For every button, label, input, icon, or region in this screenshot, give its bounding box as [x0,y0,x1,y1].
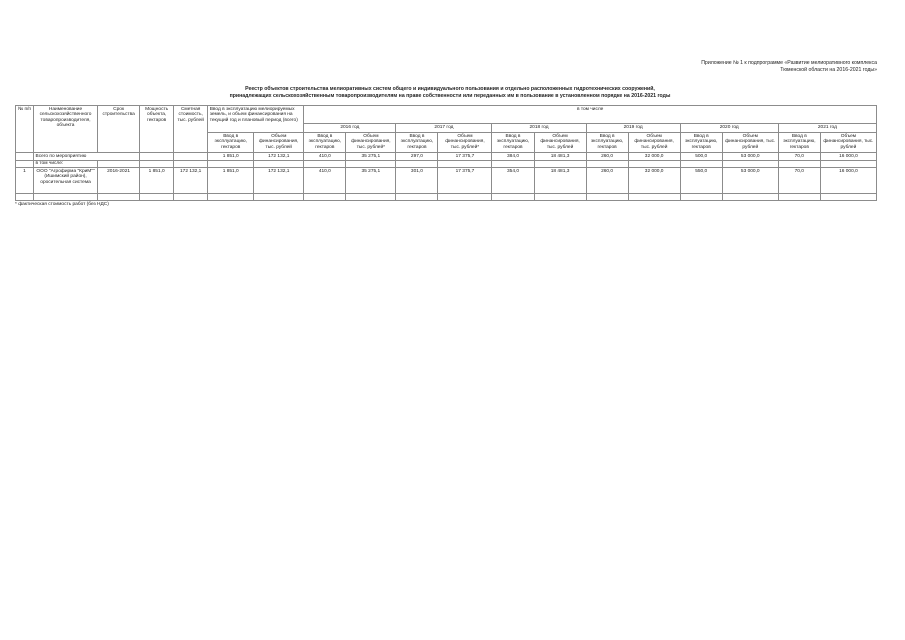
total-volume: 172 132,1 [254,153,304,161]
subheader-total-volume: Объем финансирования, тыс. рублей [254,133,304,153]
total-num [16,153,34,161]
including-num [16,160,34,168]
header-year-2020: 2020 год [680,124,778,133]
total-cost [174,153,208,161]
total-2020-input: 500,0 [680,153,722,161]
subheader-2017-input: Ввод в эксплуатацию, гектаров [396,133,438,153]
total-2017-volume: 17 375,7 [438,153,492,161]
object-2017-input: 301,0 [396,168,438,194]
total-label: Всего по мероприятию [34,153,140,161]
total-2021-input: 70,0 [778,153,820,161]
appendix-note [617,60,877,74]
object-cost: 172 132,1 [174,168,208,194]
subheader-2021-volume: Объем финансирования, тыс. рублей [820,133,876,153]
object-2020-input: 550,0 [680,168,722,194]
header-year-2016: 2016 год [304,124,396,133]
header-capacity: Мощность объекта, гектаров [140,106,174,153]
total-2016-volume: 35 275,1 [346,153,396,161]
header-including: в том числе [304,106,877,124]
appendix-line-2: Тюменской области на 2016-2021 годы» [780,67,877,73]
subheader-2016-input: Ввод в эксплуатацию, гектаров [304,133,346,153]
header-cost: Сметная стоимость, тыс. рублей [174,106,208,153]
total-2018-volume: 18 481,3 [534,153,586,161]
header-year-2018: 2018 год [492,124,586,133]
header-commissioning-total: Ввод в эксплуатацию мелиорируемых земель, и объем финансирования на текущий год и плановый период (всего) [208,106,304,133]
total-input: 1 851,0 [208,153,254,161]
subheader-2020-volume: Объем финансирования, тыс. рублей [722,133,778,153]
object-2019-input: 260,0 [586,168,628,194]
document-title [100,86,800,99]
total-2019-input: 260,0 [586,153,628,161]
object-2016-volume: 35 275,1 [346,168,396,194]
object-2021-input: 70,0 [778,168,820,194]
total-2018-input: 384,0 [492,153,534,161]
total-2016-input: 410,0 [304,153,346,161]
object-2017-volume: 17 375,7 [438,168,492,194]
total-capacity [140,153,174,161]
registry-table [15,105,877,201]
total-2019-volume: 32 000,0 [628,153,680,161]
title-line-1: Реестр объектов строительства мелиоративных систем общего и индивидуального пользования и отдельно расположенных гидротехнических сооружений, [245,86,655,92]
object-row [16,168,877,194]
header-name: Наименование сельскохозяйственного товаропроизводителя, объекта [34,106,98,153]
footnote: * фактическая стоимость работ (без НДС) [15,202,109,207]
title-line-2: принадлежащих сельскохозяйственным товаропроизводителям на праве собственности или переданных им в пользование в установленном порядке на 2016-2021 годы [229,92,671,99]
object-2016-input: 410,0 [304,168,346,194]
subheader-2018-volume: Объем финансирования, тыс. рублей [534,133,586,153]
header-year-2021: 2021 год [778,124,876,133]
header-period: Срок строительства [98,106,140,153]
subheader-2019-input: Ввод в эксплуатацию, гектаров [586,133,628,153]
including-label: в том числе: [34,160,98,168]
object-total-input: 1 851,0 [208,168,254,194]
subheader-2021-input: Ввод в эксплуатацию, гектаров [778,133,820,153]
object-2021-volume: 16 000,0 [820,168,876,194]
subheader-2016-volume: Объем финансирования, тыс. рублей* [346,133,396,153]
trailing-row [16,194,877,201]
object-num: 1 [16,168,34,194]
object-2020-volume: 53 000,0 [722,168,778,194]
header-year-2017: 2017 год [396,124,492,133]
header-row-1 [16,106,877,124]
total-2020-volume: 53 000,0 [722,153,778,161]
object-capacity: 1 851,0 [140,168,174,194]
appendix-line-1: Приложение № 1 к подпрограмме «Развитие мелиоративного комплекса [701,60,877,66]
subheader-2018-input: Ввод в эксплуатацию, гектаров [492,133,534,153]
object-period: 2016-2021 [98,168,140,194]
object-2019-volume: 32 000,0 [628,168,680,194]
object-total-volume: 172 132,1 [254,168,304,194]
object-2018-volume: 18 481,3 [534,168,586,194]
total-2021-volume: 16 000,0 [820,153,876,161]
header-num: № п/п [16,106,34,153]
subheader-2020-input: Ввод в эксплуатацию, гектаров [680,133,722,153]
subheader-2017-volume: Объем финансирования, тыс. рублей* [438,133,492,153]
subheader-2019-volume: Объем финансирования, тыс. рублей [628,133,680,153]
object-2018-input: 354,0 [492,168,534,194]
including-row [16,160,877,168]
header-year-2019: 2019 год [586,124,680,133]
object-name: ООО "Агрофирма "КриМ"" (Ишимский район), оросительная система [34,168,98,194]
total-row [16,153,877,161]
total-2017-input: 297,0 [396,153,438,161]
subheader-total-input: Ввод в эксплуатацию, гектаров [208,133,254,153]
